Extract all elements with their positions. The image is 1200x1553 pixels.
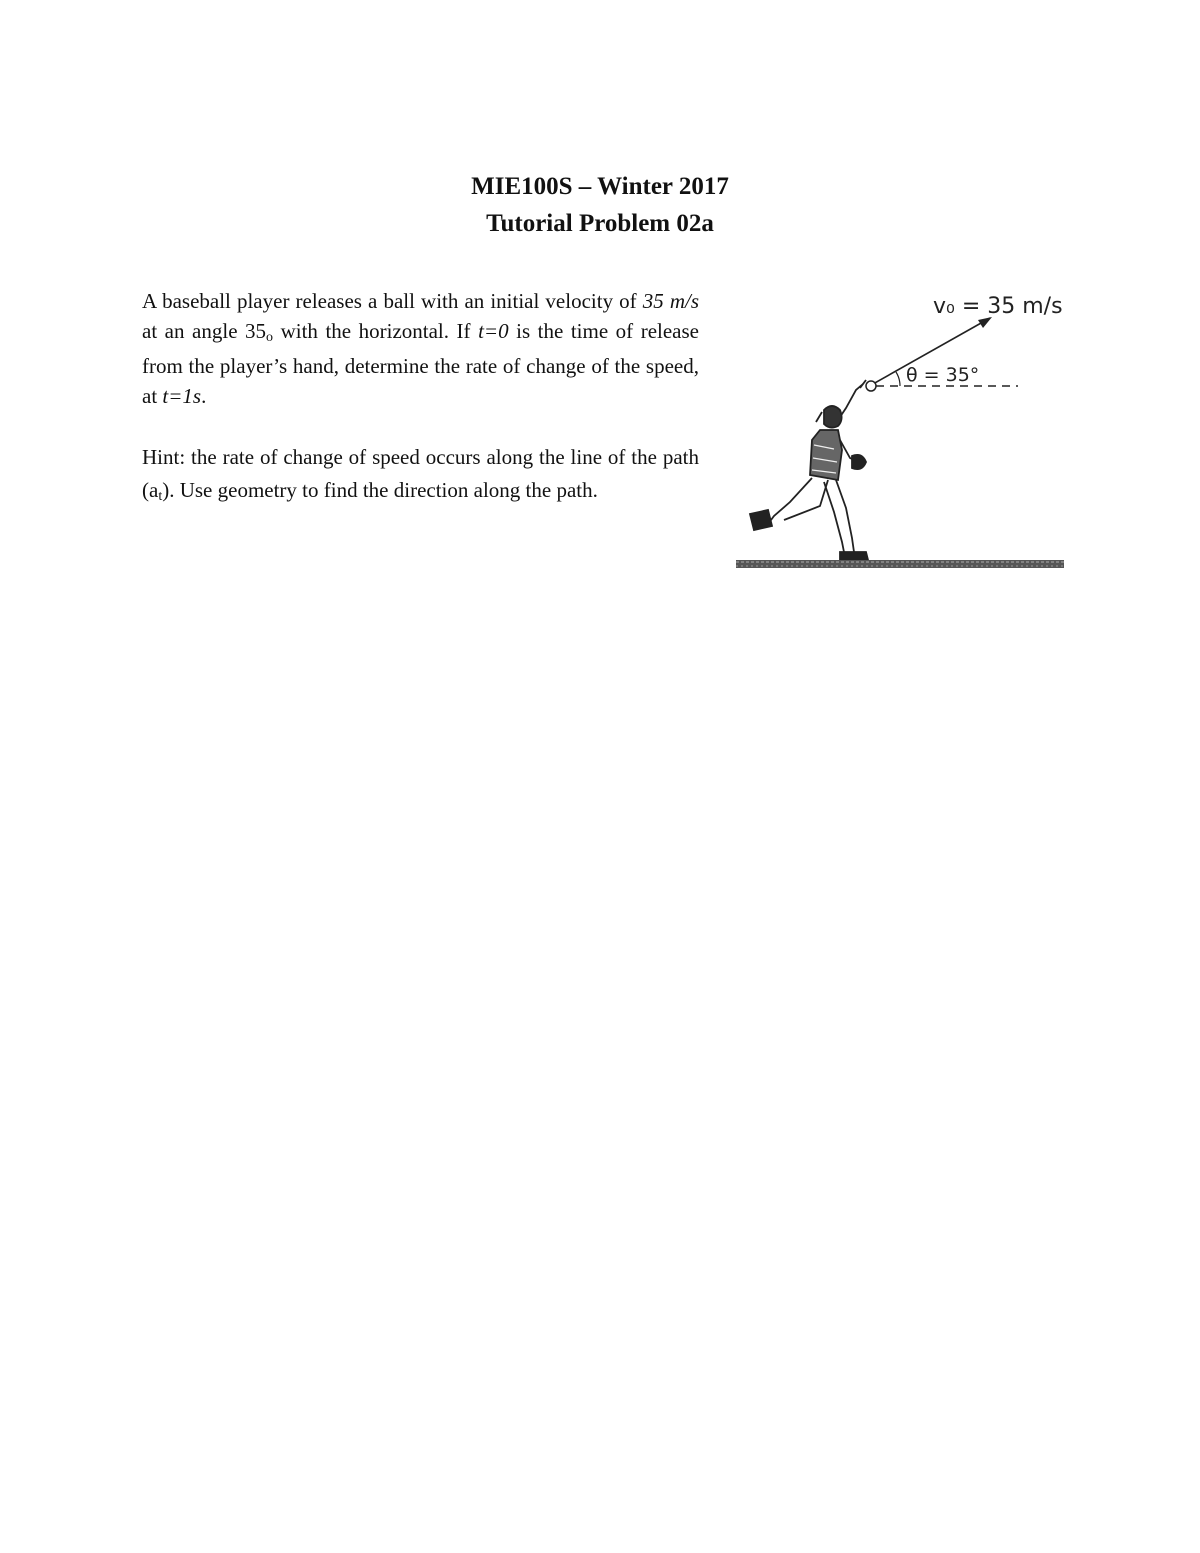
time-one: t=1s <box>162 383 202 408</box>
problem-paragraph <box>142 287 699 411</box>
baseball-player-figure <box>728 280 1073 585</box>
velocity-label: v₀ = 35 m/s <box>933 294 1063 319</box>
hint-paragraph <box>142 441 699 513</box>
problem-text: A baseball player releases a ball with an initial velocity of <box>142 289 643 313</box>
problem-statement <box>142 287 699 513</box>
hint-text: ). Use geometry to find the direction along the path. <box>162 478 598 502</box>
angle-label: θ = 35° <box>906 364 980 386</box>
course-title: MIE100S – Winter 2017 <box>471 173 729 200</box>
problem-text: is the time of release from the player’s hand, determine the rate of change of the speed, at <box>142 318 699 408</box>
page-header <box>0 168 1200 242</box>
player-silhouette <box>750 380 868 560</box>
tangential-subscript: t <box>158 489 163 504</box>
baseball-icon <box>866 381 876 391</box>
problem-text: . <box>201 383 207 408</box>
velocity-value: 35 m/s <box>642 289 699 313</box>
degree-mark: o <box>266 329 274 345</box>
problem-title: Tutorial Problem 02a <box>486 210 714 237</box>
hint-text: Hint: the rate of change of speed occurs along the line of the path (a <box>142 445 699 502</box>
ground <box>736 560 1064 568</box>
problem-text: with the horizontal. If <box>273 318 479 343</box>
time-zero: t=0 <box>478 318 509 343</box>
problem-text: at an angle 35 <box>142 318 267 343</box>
angle-arc <box>896 372 900 386</box>
